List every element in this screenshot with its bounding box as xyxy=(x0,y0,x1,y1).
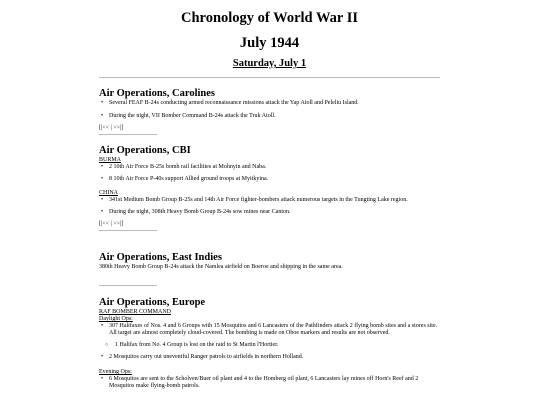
divider xyxy=(99,285,157,286)
bullet-list xyxy=(99,376,440,390)
list-item: • During the night, VII Bomber Command B-24s attack the Truk Atoll. xyxy=(99,113,440,120)
section-east-indies xyxy=(99,252,440,286)
section-text: 380th Heavy Bomb Group B-24s attack the Namlea airfield on Boeroe and shipping in the same area. xyxy=(99,264,343,270)
list-subitem: ○ 1 Halifax from No. 4 Group is lost on the raid to St Martin l'Hortier. xyxy=(99,342,440,349)
divider xyxy=(99,230,157,231)
subheading-china: CHINA xyxy=(99,190,118,196)
bullet-list xyxy=(99,164,440,183)
list-item: • 341st Medium Bomb Group B-25s and 14th Air Force fighter-bombers attack numerous targets in the Tungting Lake region. xyxy=(99,197,440,204)
list-item: • Several FEAF B-24s conducting armed reconnaissance missions attack the Yap Atoll and Peleliu Island. xyxy=(99,100,440,107)
page-month: July 1944 xyxy=(239,35,300,51)
section-title: Air Operations, Carolines xyxy=(99,88,215,99)
day-heading: Saturday, July 1 xyxy=(232,58,307,69)
subheading-burma: BURMA xyxy=(99,157,122,163)
section-cbi xyxy=(99,145,440,231)
subheading-evening: Evening Ops: xyxy=(99,369,132,375)
section-carolines xyxy=(99,88,440,135)
divider xyxy=(99,77,440,78)
section-title: Air Operations, Europe xyxy=(99,297,206,308)
section-title: Air Operations, East Indies xyxy=(99,252,222,263)
list-item: • 6 Mosquitos are sent to the Scholven/Buer oil plant and 4 to the Homberg oil plant, 6 Lancasters lay mines off Horn's Reef and 2 Mosquitos make flying-bomb patrols. xyxy=(99,376,440,390)
divider xyxy=(99,134,157,135)
bullet-list xyxy=(99,197,440,216)
list-item: • 2 10th Air Force B-25s bomb rail facilities at Mohnyin and Naba. xyxy=(99,164,440,171)
list-item: • 8 10th Air Force P-40s support Allied ground troops at Myitkyina. xyxy=(99,176,440,183)
subheading-raf: RAF BOMBER COMMAND xyxy=(99,309,172,315)
list-item: • 307 Halifaxes of Nos. 4 and 6 Groups with 15 Mosquitos and 6 Lancasters of the Pathfinders attack 2 flying bomb sites and a stores site. All target are almost completely cloud-covered. The bombing is made on Oboe markers and results are not observed. xyxy=(99,323,440,337)
bullet-list xyxy=(99,323,440,361)
section-title: Air Operations, CBI xyxy=(99,145,191,156)
bullet-list xyxy=(99,100,440,120)
section-europe xyxy=(99,297,440,390)
page-title: Chronology of World War II xyxy=(181,10,358,26)
list-item: • During the night, 308th Heavy Bomb Group B-24s sow mines near Canton. xyxy=(99,209,440,216)
nav-links[interactable]: [|<< | >>|] xyxy=(99,125,124,131)
nav-links[interactable]: [|<< | >>|] xyxy=(99,221,124,227)
list-item: • 2 Mosquitos carry out uneventful Ranger patrols to airfields in northern Holland. xyxy=(99,354,440,361)
subheading-daylight: Daylight Ops: xyxy=(99,316,133,322)
